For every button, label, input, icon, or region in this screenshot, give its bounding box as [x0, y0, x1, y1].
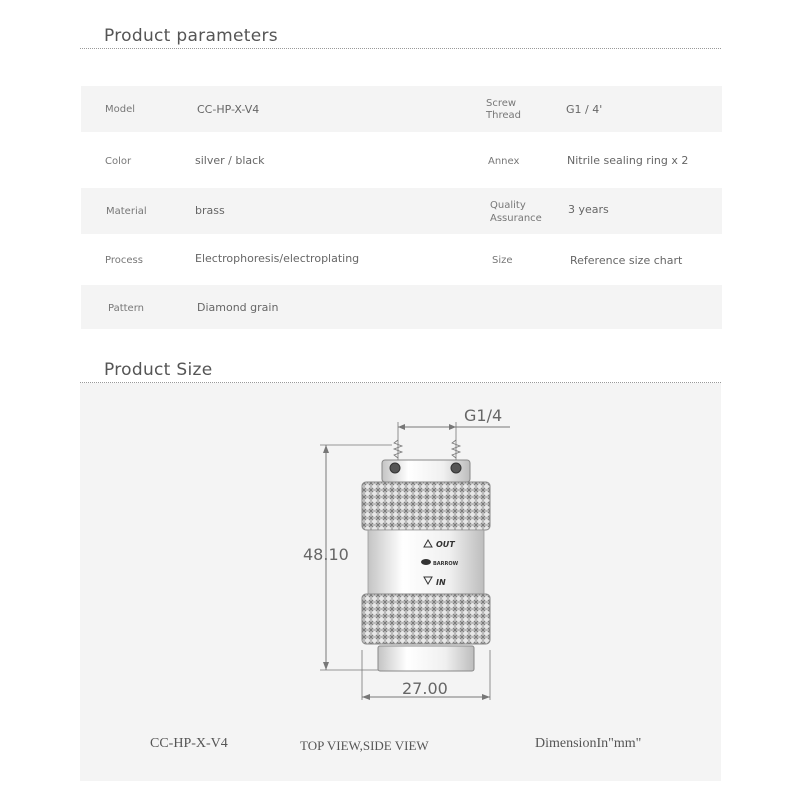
param-label: Quality	[490, 200, 526, 211]
barrow-logo-icon	[421, 559, 431, 565]
height-dimension-label: 48.10	[303, 545, 349, 564]
param-value: Nitrile sealing ring x 2	[567, 154, 689, 167]
out-marking: OUT	[436, 540, 455, 549]
param-label: Pattern	[108, 303, 144, 314]
param-value: G1 / 4'	[566, 103, 603, 116]
brand-marking: BARROW	[433, 561, 459, 567]
thread-dimension-label: G1/4	[464, 406, 503, 425]
param-label: Process	[105, 255, 143, 266]
in-marking: IN	[436, 578, 446, 587]
fitting-body	[362, 460, 490, 671]
param-value: silver / black	[195, 154, 265, 167]
caption-views: TOP VIEW,SIDE VIEW	[300, 738, 429, 753]
param-label: Assurance	[490, 213, 542, 224]
param-label: Screw	[486, 98, 517, 109]
thread-dimension	[394, 422, 510, 462]
parameters-title: Product parameters	[104, 26, 278, 46]
param-label: Annex	[488, 156, 520, 167]
param-value: Diamond grain	[197, 301, 279, 314]
width-dimension-label: 27.00	[402, 679, 448, 698]
param-value: Reference size chart	[570, 254, 683, 267]
param-label: Thread	[486, 110, 521, 121]
param-value: 3 years	[568, 203, 609, 216]
param-label: Material	[106, 206, 147, 217]
size-title: Product Size	[104, 360, 213, 380]
param-label: Model	[105, 104, 136, 115]
param-value: CC-HP-X-V4	[197, 103, 260, 116]
param-value: brass	[195, 204, 225, 217]
param-label: Size	[492, 255, 513, 266]
caption-model: CC-HP-X-V4	[150, 736, 228, 751]
caption-dimension: DimensionIn"mm"	[535, 736, 642, 751]
param-label: Color	[105, 156, 132, 167]
param-value: Electrophoresis/electroplating	[195, 252, 360, 265]
